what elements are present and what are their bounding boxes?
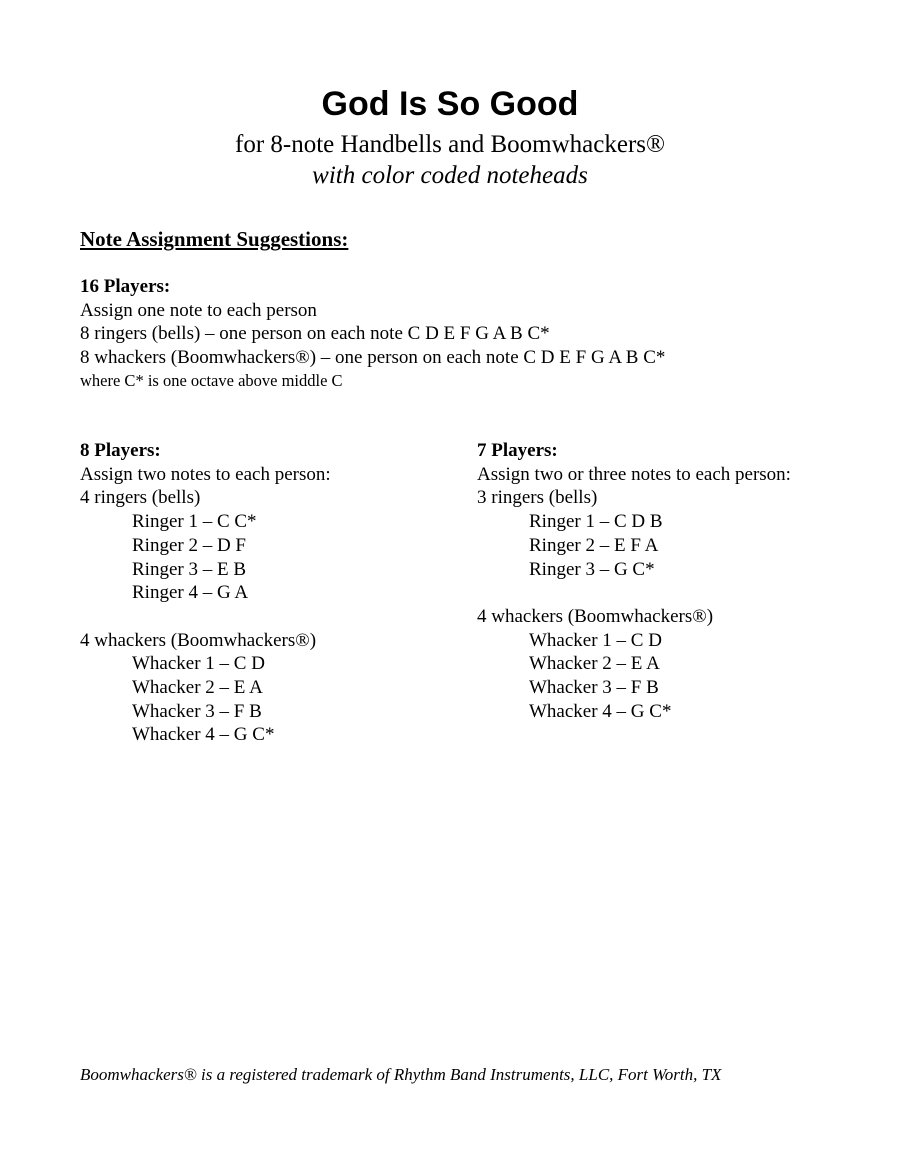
- players-7-block: [477, 439, 791, 723]
- players-16-line: 8 whackers (Boomwhackers®) – one person on each note C D E F G A B C*: [80, 347, 666, 369]
- list-item: Whacker 3 – F B: [132, 700, 262, 722]
- players-7-whackers-label: 4 whackers (Boomwhackers®): [477, 605, 714, 627]
- page-subtitle: for 8-note Handbells and Boomwhackers®: [235, 131, 665, 158]
- list-item: Whacker 2 – E A: [529, 653, 660, 675]
- players-7-intro: Assign two or three notes to each person:: [477, 463, 791, 485]
- list-item: Whacker 1 – C D: [529, 629, 662, 651]
- players-8-intro: Assign two notes to each person:: [80, 463, 331, 485]
- players-7-heading: 7 Players:: [477, 440, 558, 461]
- players-16-note: where C* is one octave above middle C: [80, 370, 343, 390]
- page-title: God Is So Good: [321, 85, 579, 123]
- list-item: Ringer 2 – E F A: [529, 534, 659, 556]
- players-7-ringers-label: 3 ringers (bells): [477, 487, 598, 509]
- list-item: Ringer 3 – E B: [132, 558, 246, 580]
- list-item: Ringer 1 – C C*: [132, 511, 257, 533]
- players-16-line: 8 ringers (bells) – one person on each note C D E F G A B C*: [80, 323, 550, 345]
- spacer: [477, 581, 791, 605]
- list-item: Ringer 4 – G A: [132, 582, 249, 604]
- list-item: Whacker 1 – C D: [132, 653, 265, 675]
- page-subtitle-italic: with color coded noteheads: [312, 162, 588, 189]
- list-item: Whacker 2 – E A: [132, 677, 263, 699]
- list-item: Whacker 4 – G C*: [132, 724, 275, 746]
- spacer: [80, 605, 331, 629]
- players-8-whackers-label: 4 whackers (Boomwhackers®): [80, 629, 317, 651]
- list-item: Ringer 2 – D F: [132, 534, 246, 556]
- players-8-block: [80, 439, 331, 747]
- list-item: Ringer 3 – G C*: [529, 558, 655, 580]
- players-16-heading: 16 Players:: [80, 276, 171, 297]
- players-8-ringers-label: 4 ringers (bells): [80, 487, 201, 509]
- trademark-footer: Boomwhackers® is a registered trademark of Rhythm Band Instruments, LLC, Fort Worth, TX: [80, 1065, 722, 1084]
- list-item: Whacker 4 – G C*: [529, 700, 672, 722]
- players-16-block: [80, 275, 665, 392]
- list-item: Whacker 3 – F B: [529, 677, 659, 699]
- players-8-heading: 8 Players:: [80, 440, 161, 461]
- list-item: Ringer 1 – C D B: [529, 511, 663, 533]
- section-heading: Note Assignment Suggestions:: [80, 227, 349, 251]
- players-16-line: Assign one note to each person: [80, 299, 317, 321]
